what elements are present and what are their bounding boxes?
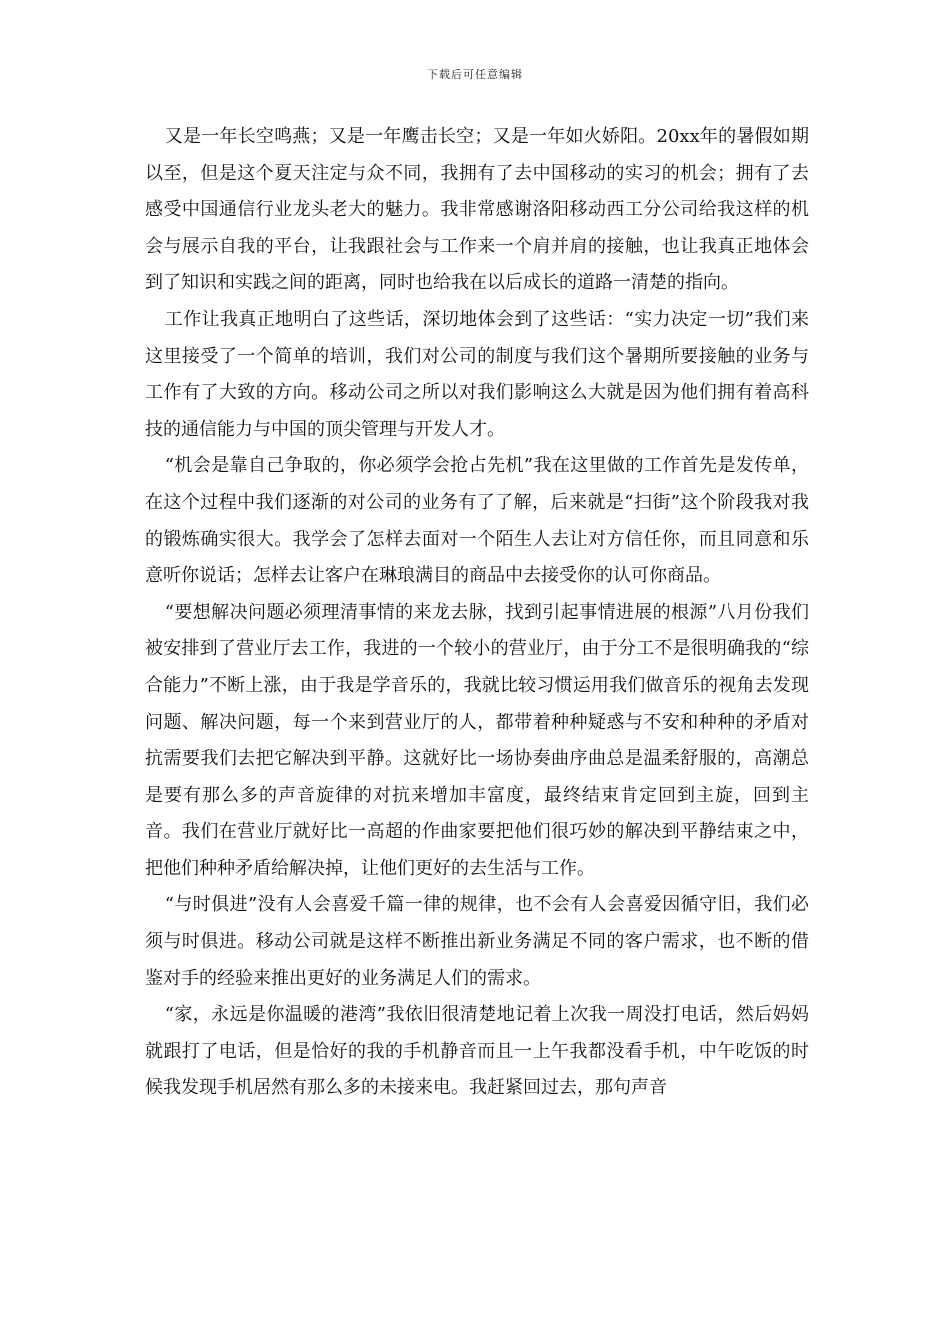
header-note: 下载后可任意编辑 [427,68,523,81]
paragraph-5: “与时俱进”没有人会喜爱千篇一律的规律，也不会有人会喜爱因循守旧，我们必须与时俱进。移动公司就是这样不断推出新业务满足不同的客户需求，也不断的借鉴对手的经验来推出更好的业务满足人们的需求。 [145,894,809,989]
paragraph-1: 又是一年长空鸣燕；又是一年鹰击长空；又是一年如火娇阳。20xx年的暑假如期以至，但是这个夏天注定与众不同，我拥有了去中国移动的实习的机会；拥有了去感受中国通信行业龙头老大的魅力。我非常感谢洛阳移动西工分公司给我这样的机会与展示自我的平台，让我跟社会与工作来一个肩并肩的接触，也让我真正地体会到了知识和实践之间的距离，同时也给我在以后成长的道路一清楚的指向。 [145,126,809,294]
paragraph-4: “要想解决问题必须理清事情的来龙去脉，找到引起事情进展的根源”八月份我们被安排到了营业厅去工作，我进的一个较小的营业厅，由于分工不是很明确我的“综合能力”不断上涨，由于我是学音乐的，我就比较习惯运用我们做音乐的视角去发现问题、解决问题，每一个来到营业厅的人，都带着种种疑惑与不安和种种的矛盾对抗需要我们去把它解决到平静。这就好比一场协奏曲序曲总是温柔舒服的，高潮总是要有那么多的声音旋律的对抗来增加丰富度，最终结束肯定回到主旋，回到主音。我们在营业厅就好比一高超的作曲家要把他们很巧妙的解决到平静结束之中，把他们种种矛盾给解决掉，让他们更好的去生活与工作。 [145,601,809,879]
paragraph-3: “机会是靠自己争取的，你必须学会抢占先机”我在这里做的工作首先是发传单，在这个过程中我们逐渐的对公司的业务有了了解，后来就是“扫街”这个阶段我对我的锻炼确实很大。我学会了怎样去面对一个陌生人去让对方信任你，而且同意和乐意听你说话；怎样去让客户在琳琅满目的商品中去接受你的认可你商品。 [145,455,809,587]
document-body [145,119,809,1107]
paragraph-2: 工作让我真正地明白了这些话，深切地体会到了这些话：“实力决定一切”我们来这里接受了一个简单的培训，我们对公司的制度与我们这个暑期所要接触的业务与工作有了大致的方向。移动公司之所以对我们影响这么大就是因为他们拥有着高科技的通信能力与中国的顶尖管理与开发人才。 [145,308,809,440]
paragraph-6: “家，永远是你温暖的港湾”我依旧很清楚地记着上次我一周没打电话，然后妈妈就跟打了电话，但是恰好的我的手机静音而且一上午我都没看手机，中午吃饭的时候我发现手机居然有那么多的未接来电。我赶紧回过去，那句声音 [145,1004,809,1099]
